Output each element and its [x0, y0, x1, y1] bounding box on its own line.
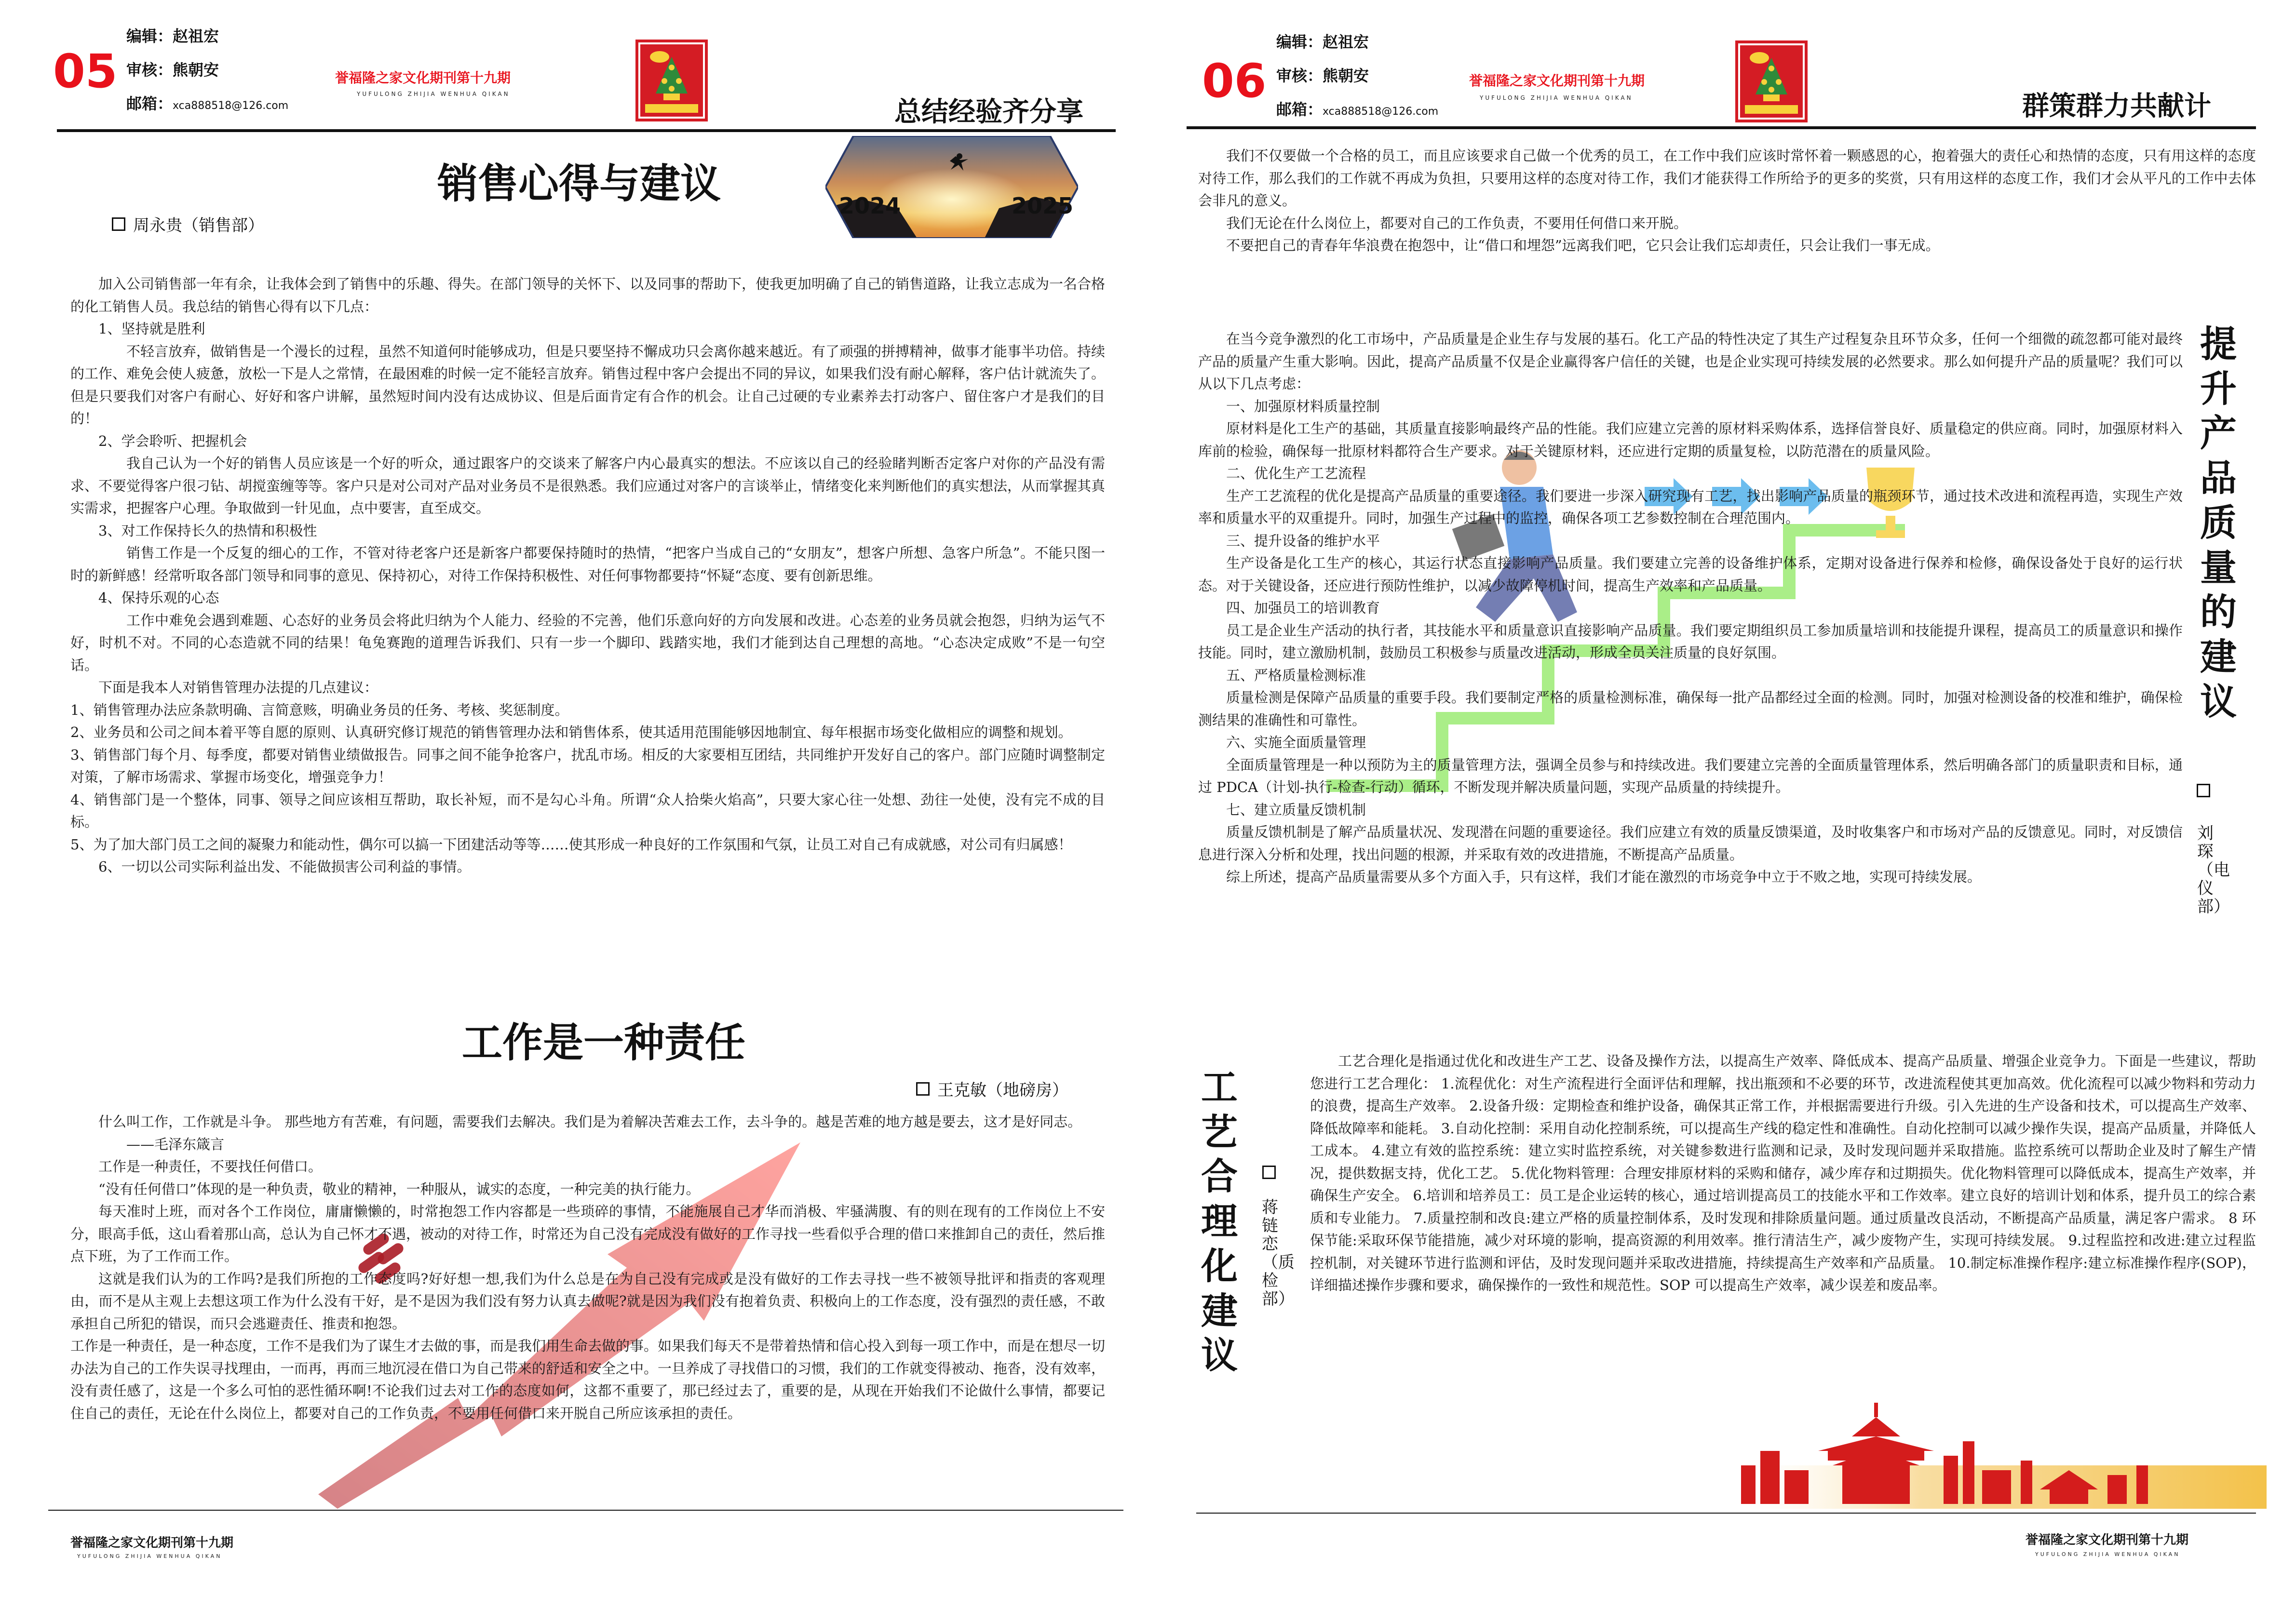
article-title: 销售心得与建议	[437, 160, 721, 207]
paragraph: 我们无论在什么岗位上，都要对自己的工作负责，不要用任何借口来开脱。	[1226, 215, 1688, 231]
magazine-cover-icon	[635, 40, 708, 121]
email-value: xca888518@126.com	[1323, 106, 1439, 118]
magazine-cover-icon	[1735, 40, 1808, 122]
list-item: 5、为了加大部门员工之间的凝聚力和能动性，偶尔可以搞一下团建活动等等……使其形成一种良好的工作氛围和气氛，让员工对自己有成就感，对公司有归属感！	[70, 836, 1072, 853]
paragraph: 这就是我们认为的工作吗?是我们所抱的工作态度吗?好好想一想,我们为什么总是在为自己没有完成或是没有做好的工作去寻找一些不被领导批评和指责的客观理由，而不是从主观上去想这项工作为什么没有干好，是不是因为我们没有努力认真去做呢?就是因为我们没有抱着负责、积极向上的工作态度，没有强烈的责任感，不敢承担自己所犯的错误，而只会逃避责任、推责和抱怨。	[70, 1270, 1105, 1332]
author-byline	[112, 212, 264, 236]
editor-label: 编辑：赵祖宏	[1276, 33, 1369, 51]
paragraph: 我们不仅要做一个合格的员工，而且应该要求自己做一个优秀的员工，在工作中我们应该时常怀着一颗感恩的心，抱着强大的责任心和热情的态度，只有用这样的态度对待工作，那么我们的工作就不再成为负担，只要用这样的态度对待工作，我们才能获得工作所给予的更多的奖赏，只有用这样的态度工作，我们才会从平凡的工作中去体会非凡的意义。	[1198, 148, 2256, 209]
article-body	[1310, 1050, 2256, 1297]
footer-publication-name: 誉福隆之家文化期刊第十九期	[2026, 1533, 2189, 1547]
list-item: 3、销售部门每个月、每季度，都要对销售业绩做报告。同事之间不能争抢客户，扰乱市场。相反的大家要相互团结，共同维护开发好自己的客户。部门应随时调整制定对策，了解市场需求、掌握市场变化，增强竞争力！	[70, 746, 1105, 785]
byline-box	[112, 217, 125, 231]
header-divider	[1187, 126, 2256, 129]
footer-divider	[1196, 1513, 2256, 1514]
email-label: 邮箱：	[126, 94, 173, 113]
paragraph: 综上所述，提高产品质量需要从多个方面入手，只有这样，我们才能在激烈的市场竞争中立于不败之地，实现可持续发展。	[1226, 869, 1982, 885]
paragraph: 不要把自己的青春年华浪费在抱怨中，让“借口和埋怨”远离我们吧，它只会让我们忘却责任，只会让我们一事无成。	[1226, 237, 1940, 254]
footer-publication-pinyin: YUFULONG ZHIJIA WENHUA QIKAN	[77, 1553, 222, 1559]
list-item: 2、业务员和公司之间本着平等自愿的原则、认真研究修订规范的销售管理办法和销售体系，使其适用范围能够因地制宜、每年根据市场变化做相应的调整和规划。	[70, 724, 1072, 740]
continued-article-body	[1198, 145, 2256, 257]
author-byline	[1258, 1198, 1295, 1309]
article-body	[70, 1111, 1105, 1424]
section-title: 总结经验齐分享	[894, 96, 1083, 128]
subheading: 4、保持乐观的心态	[98, 590, 219, 606]
publication-pinyin: YUFULONG ZHIJIA WENHUA QIKAN	[357, 91, 510, 97]
footer-publication-name: 誉福隆之家文化期刊第十九期	[70, 1536, 234, 1550]
article-title: 工作是一种责任	[462, 1019, 746, 1066]
subheading: 1、坚持就是胜利	[98, 321, 205, 337]
list-item: 6、一切以公司实际利益出发、不能做损害公司利益的事情。	[98, 858, 471, 875]
list-item: 4、销售部门是一个整体，同事、领导之间应该相互帮助，取长补短，而不是勾心斗角。所谓“众人拾柴火焰高”，只要大家心往一处想、劲往一处使，没有完不成的目标。	[70, 791, 1105, 830]
paragraph: 工作是一种责任，不要找任何借口。	[98, 1158, 323, 1175]
year-2025-label: 2025	[1012, 193, 1074, 219]
masthead-meta	[126, 19, 288, 123]
list-item: 1、销售管理办法应条款明确、言简意赅，明确业务员的任务、考核、奖惩制度。	[70, 701, 569, 718]
quote-attribution: ——毛泽东箴言	[126, 1136, 225, 1153]
publication-pinyin: YUFULONG ZHIJIA WENHUA QIKAN	[1480, 94, 1633, 101]
author-name: 刘琛	[2197, 824, 2214, 862]
author-name: 周永贵（销售部）	[133, 216, 264, 235]
header-divider	[57, 129, 1116, 132]
subheading: 2、学会聆听、把握机会	[98, 432, 247, 449]
editor-label: 编辑：赵祖宏	[126, 27, 219, 45]
reviewer-label: 审核：熊朝安	[1276, 67, 1369, 85]
author-name: 蒋链恋	[1262, 1198, 1278, 1254]
email-label: 邮箱：	[1276, 100, 1323, 119]
byline-box	[1262, 1166, 1276, 1181]
paragraph: 质量检测是保障产品质量的重要手段。我们要制定严格的质量检测标准，确保每一批产品都经过全面的检测。同时，加强对检测设备的校准和维护，确保检测结果的准确性和可靠性。	[1198, 689, 2183, 728]
paragraph: 不轻言放弃，做销售是一个漫长的过程，虽然不知道何时能够成功，但是只要坚持不懈成功只会离你越来越近。有了顽强的拼搏精神，做事才能事半功倍。持续的工作、难免会使人疲惫，放松一下是人之常情，在最困难的时候一定不能轻言放弃。销售过程中客户会提出不同的异议，如果我们没有耐心解释，客户估计就流失了。但是只要我们对客户有耐心、好好和客户讲解，虽然短时间内没有达成协议、但是后面肯定有合作的机会。让自己过硬的专业素养去打动客户、留住客户才是我们的目的！	[70, 343, 1106, 427]
paragraph: 全面质量管理是一种以预防为主的质量管理方法，强调全员参与和持续改进。我们要建立完善的全面质量管理体系，然后明确各部门的质量职责和目标，通过 PDCA（计划-执行-检查-行动）循环，不断发现并解决质量问题，实现产品质量的持续提升。	[1198, 756, 2183, 795]
author-byline	[2193, 824, 2230, 917]
reviewer-label: 审核：熊朝安	[126, 61, 219, 79]
article-body	[70, 273, 1105, 878]
subheading: 五、严格质量检测标准	[1226, 667, 1366, 684]
email-line	[1276, 93, 1438, 129]
email-line	[126, 87, 288, 123]
paragraph: 员工是企业生产活动的执行者，其技能水平和质量意识直接影响产品质量。我们要定期组织员工参加质量培训和技能提升课程，提高员工的质量意识和操作技能。同时，建立激励机制，鼓励员工积极参与质量改进活动，形成全员关注质量的良好氛围。	[1198, 622, 2183, 661]
author-dept: （质检部）	[1262, 1253, 1295, 1309]
email-value: xca888518@126.com	[173, 100, 289, 112]
author-dept: （电仪部）	[2197, 860, 2230, 917]
palace-skyline-graphic	[1731, 1393, 2267, 1509]
paragraph: 加入公司销售部一年有余，让我体会到了销售中的乐趣、得失。在部门领导的关怀下、以及同事的帮助下，使我更加明确了自己的销售道路，让我立志成为一名合格的化工销售人员。我总结的销售心得有以下几点：	[70, 276, 1106, 315]
subheading: 四、加强员工的培训教育	[1226, 600, 1380, 616]
page-number: 06	[1202, 54, 1267, 108]
article-body	[1198, 328, 2183, 888]
subheading: 七、建立质量反馈机制	[1226, 801, 1366, 818]
paragraph: 工艺合理化是指通过优化和改进生产工艺、设备及操作方法，以提高生产效率、降低成本、提高产品质量、增强企业竞争力。下面是一些建议，帮助您进行工艺合理化： 1.流程优化：对生产流程进行全面评估和理解，找出瓶颈和不必要的环节，改进流程使其更加高效。优化流程可以减少物料和劳动力的浪费，提高生产效率。 2.设备升级：定期检查和维护设备，确保其正常工作，并根据需要进行升级。引入先进的生产设备和技术，可以提高生产效率、降低故障率和能耗。 3.自动化控制：采用自动化控制系统，可以提高生产线的稳定性和准确性。自动化控制可以减少操作失误，提高产品质量，并降低人工成本。 4.建立有效的监控系统：建立实时监控系统，对关键参数进行监测和记录，及时发现问题并采取措施。监控系统可以帮助企业及时了解生产情况，提供数据支持，优化工艺。 5.优化物料管理：合理安排原材料的采购和储存，减少库存和过期损失。优化物料管理可以降低成本，提高生产效率，并确保生产安全。 6.培训和培养员工：员工是企业运转的核心，通过培训提高员工的技能水平和工作效率。建立良好的培训计划和体系，提升员工的综合素质和专业能力。 7.质量控制和改良:建立严格的质量控制体系，及时发现和排除质量问题。通过质量改良活动，不断提高产品质量，满足客户需求。 8 环保节能:采取环保节能措施，减少对环境的影响，提高资源的利用效率。推行清洁生产，减少废物产生，实现可持续发展。 9.过程监控和改进:建立过程监控机制，对关键环节进行监测和评估，及时发现问题并采取改进措施，持续提高生产效率和产品质量。 10.制定标准操作程序:建立标准操作程序(SOP)，详细描述操作步骤和要求，确保操作的一致性和规范性。SOP 可以提高生产效率，减少误差和废品率。	[1310, 1053, 2256, 1293]
paragraph: 下面是我本人对销售管理办法提的几点建议：	[98, 679, 378, 696]
footer-divider	[48, 1510, 1123, 1511]
author-byline	[916, 1077, 1068, 1100]
paragraph: 我自己认为一个好的销售人员应该是一个好的听众，通过跟客户的交谈来了解客户内心最真实的想法。不应该以自己的经验睹判断否定客户对你的产品没有需求、不要觉得客户很刁钻、胡搅蛮缠等等。客户只是对公司对产品对业务员不是很熟悉。我们应通过对客户的言谈举止，情绪变化来判断他们的真实想法，从而掌握其真实需求，把握客户心理。争取做到一针见血，点中要害，直至成交。	[70, 455, 1106, 516]
paragraph: 质量反馈机制是了解产品质量状况、发现潜在问题的重要途径。我们应建立有效的质量反馈渠道，及时收集客户和市场对产品的反馈意见。同时，对反馈信息进行深入分析和处理，找出问题的根源，并采取有效的改进措施，不断提高产品质量。	[1198, 824, 2183, 863]
subheading: 一、加强原材料质量控制	[1226, 398, 1380, 415]
year-2024-label: 2024	[839, 193, 901, 219]
subheading: 3、对工作保持长久的热情和积极性	[98, 522, 317, 539]
paragraph: 每天准时上班，而对各个工作岗位，庸庸懒懒的，时常抱怨工作内容都是一些琐碎的事情，不能施展自己才华而消极、牢骚满腹、有的则在现有的工作岗位上不安分，眼高手低，这山看着那山高，总认为自己怀才不遇，被动的对待工作，时常还为自己没有完成没有做好的工作寻找一些看似乎合理的借口来推卸自己的责任，然后推点下班，为了工作而工作。	[70, 1203, 1106, 1264]
byline-box	[916, 1082, 930, 1096]
paragraph: 工作中难免会遇到难题、心态好的业务员会将此归纳为个人能力、经验的不完善，他们乐意向好的方向发展和改进。心态差的业务员就会抱怨，归纳为运气不好，时机不对。不同的心态造就不同的结果！龟兔赛跑的道理告诉我们、只有一步一个脚印、践踏实地，我们才能到达自己理想的高地。“心态决定成败”不是一句空话。	[70, 612, 1105, 673]
author-name: 王克敏（地磅房）	[937, 1081, 1068, 1100]
page-06	[1148, 0, 2296, 1623]
vertical-article-title	[1196, 1065, 1243, 1378]
vertical-article-title	[2194, 322, 2242, 724]
publication-name: 誉福隆之家文化期刊第十九期	[1469, 73, 1645, 89]
publication-name: 誉福隆之家文化期刊第十九期	[335, 70, 511, 86]
title-char: 工艺合理化建议	[1201, 1066, 1238, 1377]
paragraph: “没有任何借口”体现的是一种负责，敬业的精神，一种服从，诚实的态度，一种完美的执行能力。	[98, 1180, 700, 1197]
paragraph: 原材料是化工生产的基础，其质量直接影响最终产品的性能。我们应建立完善的原材料采购体系，选择信誉良好、质量稳定的供应商。同时，加强原材料入库前的检验，确保每一批原材料都符合生产要求。对于关键原材料，还应进行定期的质量复检，以防范潜在的质量风险。	[1198, 420, 2183, 459]
paragraph: 生产工艺流程的优化是提高产品质量的重要途径。我们要进一步深入研究现有工艺，找出影响产品质量的瓶颈环节，通过技术改进和流程再造，实现生产效率和质量水平的双重提升。同时，加强生产过程中的监控，确保各项工艺参数控制在合理范围内。	[1198, 487, 2183, 526]
page-number: 05	[53, 44, 118, 98]
paragraph: 销售工作是一个反复的细心的工作，不管对待老客户还是新客户都要保持随时的热情，“把客户当成自己的“女朋友”，想客户所想、急客户所急”。不能只图一时的新鲜感！经常听取各部门领导和同事的意见、保持初心，对待工作保持积极性、对任何事物都要持“怀疑“态度、要有创新思维。	[70, 545, 1105, 584]
section-title: 群策群力共献计	[2022, 91, 2211, 122]
paragraph: 生产设备是化工生产的核心，其运行状态直接影响产品质量。我们要建立完善的设备维护体系，定期对设备进行保养和检修，确保设备处于良好的运行状态。对于关键设备，还应进行预防性维护，以减少故障停机时间，提高生产效率和产品质量。	[1198, 555, 2183, 594]
paragraph: 什么叫工作，工作就是斗争。 那些地方有苦难，有问题，需要我们去解决。我们是为着解决苦难去工作，去斗争的。越是苦难的地方越是要去，这才是好同志。	[98, 1113, 1082, 1130]
leap-2024-2025-image	[825, 136, 1078, 238]
paragraph: 工作是一种责任，是一种态度，工作不是我们为了谋生才去做的事，而是我们用生命去做的事。如果我们每天不是带着热情和信心投入到每一项工作中，而是在想尽一切办法为自己的工作失误寻找理由，一而再，再而三地沉浸在借口为自己带来的舒适和安全之中。一旦养成了寻找借口的习惯，我们的工作就变得被动、拖沓，没有效率，没有责任感了，这是一个多么可怕的恶性循环啊!不论我们过去对工作的态度如何，这都不重要了，那已经过去了，重要的是，从现在开始我们不论做什么事情，都要记住自己的责任，无论在什么岗位上，都要对自己的工作负责，不要用任何借口来开脱自己所应该承担的责任。	[70, 1338, 1106, 1422]
byline-box	[2197, 784, 2210, 799]
title-char: 提升产品质量的建议	[2200, 322, 2237, 723]
footer-publication-pinyin: YUFULONG ZHIJIA WENHUA QIKAN	[2035, 1551, 2180, 1557]
subheading: 三、提升设备的维护水平	[1226, 532, 1380, 549]
paragraph: 在当今竞争激烈的化工市场中，产品质量是企业生存与发展的基石。化工产品的特性决定了其生产过程复杂且环节众多，任何一个细微的疏忽都可能对最终产品的质量产生重大影响。因此，提高产品质量不仅是企业赢得客户信任的关键，也是企业实现可持续发展的必然要求。那么如何提升产品的质量呢？我们可以从以下几点考虑：	[1198, 331, 2183, 392]
masthead-meta	[1276, 25, 1438, 129]
subheading: 六、实施全面质量管理	[1226, 734, 1366, 751]
subheading: 二、优化生产工艺流程	[1226, 465, 1366, 482]
